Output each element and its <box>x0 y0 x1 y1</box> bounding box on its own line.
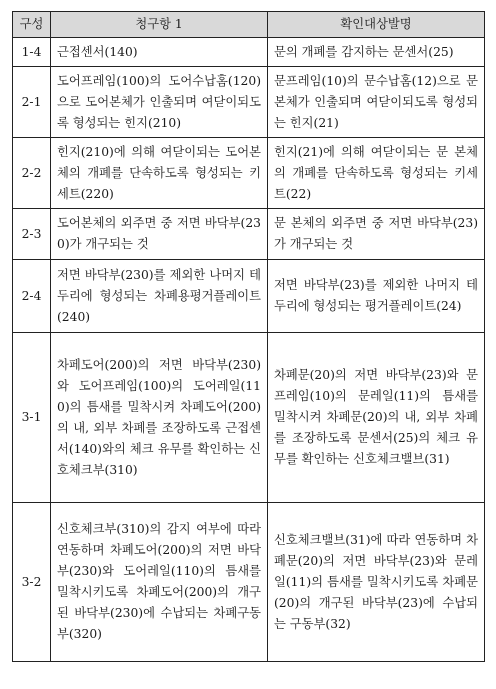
target-text: 문의 개폐를 감지하는 문센서(25) <box>268 38 485 67</box>
claim-text: 근접센서(140) <box>51 38 268 67</box>
target-text: 저면 바닥부(23)를 제외한 나머지 테두리에 형성되는 평거플레이트(24) <box>268 260 485 333</box>
table-row <box>13 260 485 333</box>
target-text: 힌지(21)에 의해 여닫이되는 문 본체의 개폐를 단속하도록 형성되는 키세트(22) <box>268 138 485 209</box>
target-text: 신호체크밸브(31)에 따라 연동하며 차폐문(20)의 저면 바닥부(23)와 문레일(11)의 틈새를 밀착시키도록 차폐문(20)의 개구된 바닥부(23)에 수납되는 구동부(32) <box>268 503 485 662</box>
claims-comparison-table <box>12 11 485 662</box>
target-text: 문프레임(10)의 문수납홈(12)으로 문 본체가 인출되며 여닫이되도록 형성되는 힌지(21) <box>268 67 485 138</box>
component-id: 3-2 <box>13 503 51 662</box>
table-row <box>13 209 485 260</box>
component-id: 3-1 <box>13 333 51 503</box>
table-row <box>13 138 485 209</box>
component-id: 2-1 <box>13 67 51 138</box>
claim-text: 힌지(210)에 의해 여닫이되는 도어본체의 개폐를 단속하도록 형성되는 키세트(220) <box>51 138 268 209</box>
table-row <box>13 67 485 138</box>
component-id: 2-3 <box>13 209 51 260</box>
claim-text: 차페도어(200)의 저면 바닥부(230)와 도어프레임(100)의 도어레일(110)의 틈새를 밀착시켜 차폐도어(200)의 내, 외부 차폐를 조장하도록 근접센서(140)와의 체크 유무를 확인하는 신호체크부(310) <box>51 333 268 503</box>
component-id: 1-4 <box>13 38 51 67</box>
target-text: 문 본체의 외주면 중 저면 바닥부(23)가 개구되는 것 <box>268 209 485 260</box>
claim-text: 신호체크부(310)의 감지 여부에 따라 연동하며 차폐도어(200)의 저면 바닥부(230)와 도어레일(110)의 틈새를 밀착시키도록 차폐도어(200)의 개구된 바닥부(230)에 수납되는 차폐구동부(320) <box>51 503 268 662</box>
component-id: 2-4 <box>13 260 51 333</box>
table-row <box>13 38 485 67</box>
target-text: 차폐문(20)의 저면 바닥부(23)와 문프레임(10)의 문레일(11)의 틈새를 밀착시켜 차폐문(20)의 내, 외부 차폐를 조장하도록 문센서(25)의 체크 유무를 확인하는 신호체크밸브(31) <box>268 333 485 503</box>
claim-text: 도어본체의 외주면 중 저면 바닥부(230)가 개구되는 것 <box>51 209 268 260</box>
claim-text: 도어프레임(100)의 도어수납홈(120)으로 도어본체가 인출되며 여닫이되도록 형성되는 힌지(210) <box>51 67 268 138</box>
claim-text: 저면 바닥부(230)를 제외한 나머지 테두리에 형성되는 차폐용평거플레이트(240) <box>51 260 268 333</box>
header-component: 구성 <box>13 12 51 38</box>
header-claim-1: 청구항 1 <box>51 12 268 38</box>
table-row <box>13 503 485 662</box>
header-target-invention: 확인대상발명 <box>268 12 485 38</box>
header-row <box>13 12 485 38</box>
table-row <box>13 333 485 503</box>
component-id: 2-2 <box>13 138 51 209</box>
